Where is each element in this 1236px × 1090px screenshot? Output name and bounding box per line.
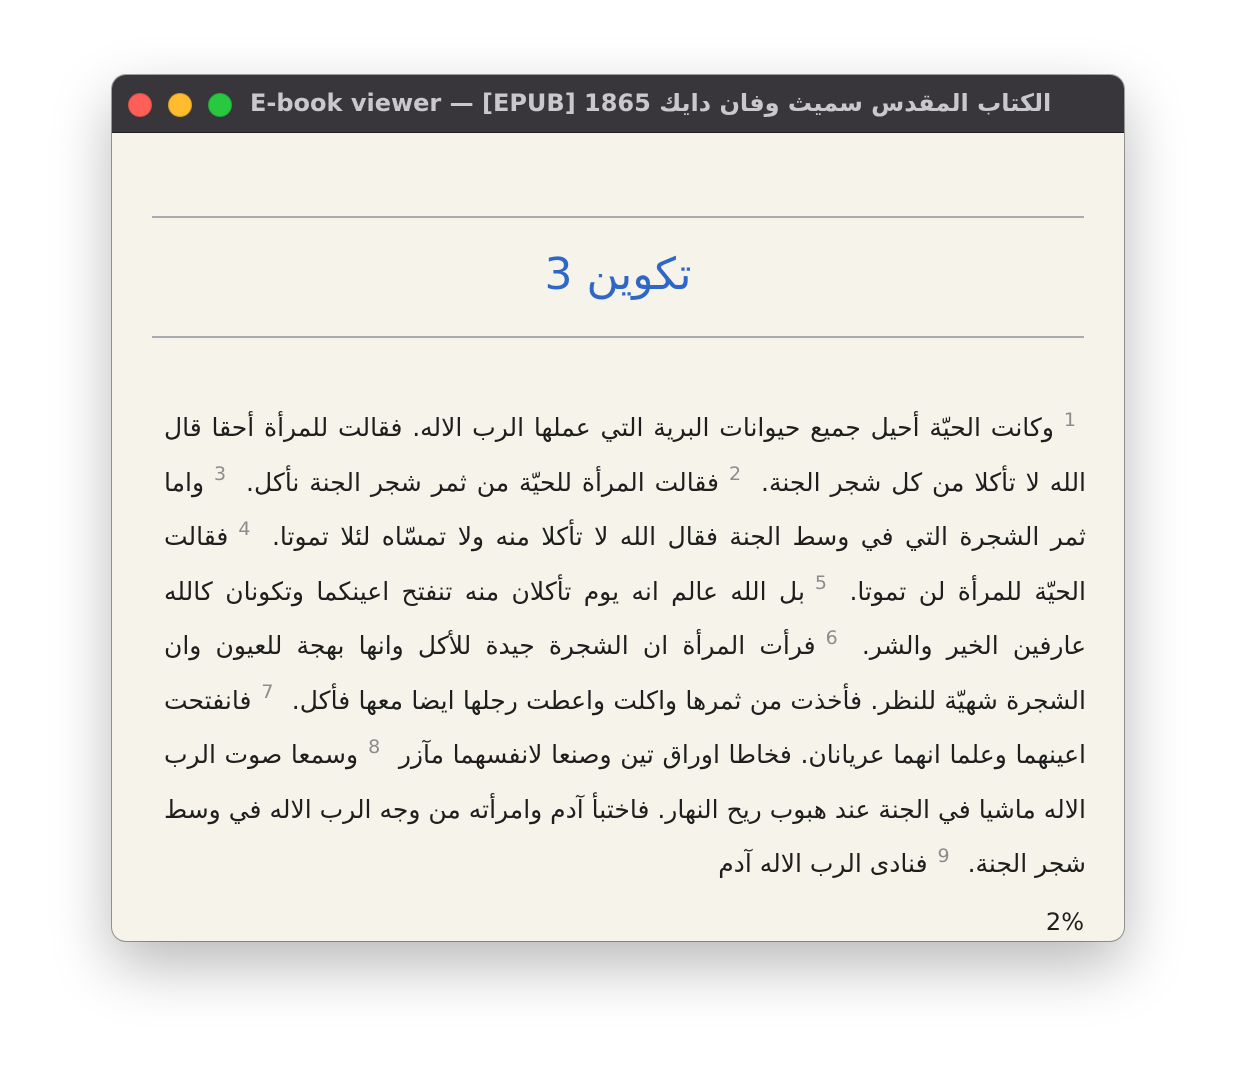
verse-number: 3 — [214, 463, 227, 486]
verse-text: فرأت المرأة ان الشجرة جيدة للأكل وانها بهجة للعيون وان الشجرة شهيّة للنظر. فأخذت من ثمرها واكلت واعطت رجلها ايضا معها فأكل. — [164, 631, 1086, 715]
title-bar[interactable] — [112, 75, 1124, 133]
verse-number: 9 — [937, 844, 950, 867]
close-window-button[interactable] — [128, 93, 152, 117]
reading-area[interactable] — [112, 133, 1124, 941]
verse-text: فقالت الحيّة للمرأة لن تموتا. — [164, 522, 1086, 606]
chapter-divider-top — [152, 216, 1084, 218]
chapter-text — [164, 401, 1086, 892]
verse-text: فانفتحت اعينهما وعلما انهما عريانان. فخاطا اوراق تين وصنعا لانفسهما مآزر — [164, 685, 1086, 769]
verse-text: فنادى الرب الاله آدم — [718, 849, 928, 878]
verse-text: وسمعا صوت الرب الاله ماشيا في الجنة عند هبوب ريح النهار. فاختبأ آدم وامرأته من وجه الرب الاله في وسط شجر الجنة. — [164, 740, 1086, 878]
verse-number: 7 — [261, 681, 274, 704]
verse-text: فقالت المرأة للحيّة من ثمر شجر الجنة نأكل. — [246, 467, 720, 497]
verse-text: واما ثمر الشجرة التي في وسط الجنة فقال الله لا تأكلا منه ولا تمسّاه لئلا تموتا. — [164, 467, 1086, 551]
minimize-window-button[interactable] — [168, 93, 192, 117]
verse-number: 4 — [238, 517, 251, 540]
chapter-title: تكوين 3 — [544, 249, 692, 300]
chapter-divider-bottom — [152, 336, 1084, 338]
window-title: E-book viewer — [EPUB] 1865 الكتاب المقدس سميث وفان دايك — [250, 89, 1052, 117]
reading-progress: 2% — [1045, 908, 1084, 936]
maximize-window-button[interactable] — [208, 93, 232, 117]
verse-number: 6 — [825, 626, 838, 649]
verse-number: 1 — [1063, 408, 1076, 431]
ebook-viewer-window — [112, 75, 1124, 941]
verse-text: وكانت الحيّة أحيل جميع حيوانات البرية التي عملها الرب الاله. فقالت للمرأة أحقا قال الله لا تأكلا من كل شجر الجنة. — [164, 413, 1087, 497]
verse-text: بل الله عالم انه يوم تأكلان منه تنفتح اعينكما وتكونان كالله عارفين الخير والشر. — [164, 576, 1087, 660]
verse-number: 2 — [729, 463, 742, 486]
verse-number: 8 — [368, 735, 381, 758]
verse-number: 5 — [814, 572, 828, 595]
